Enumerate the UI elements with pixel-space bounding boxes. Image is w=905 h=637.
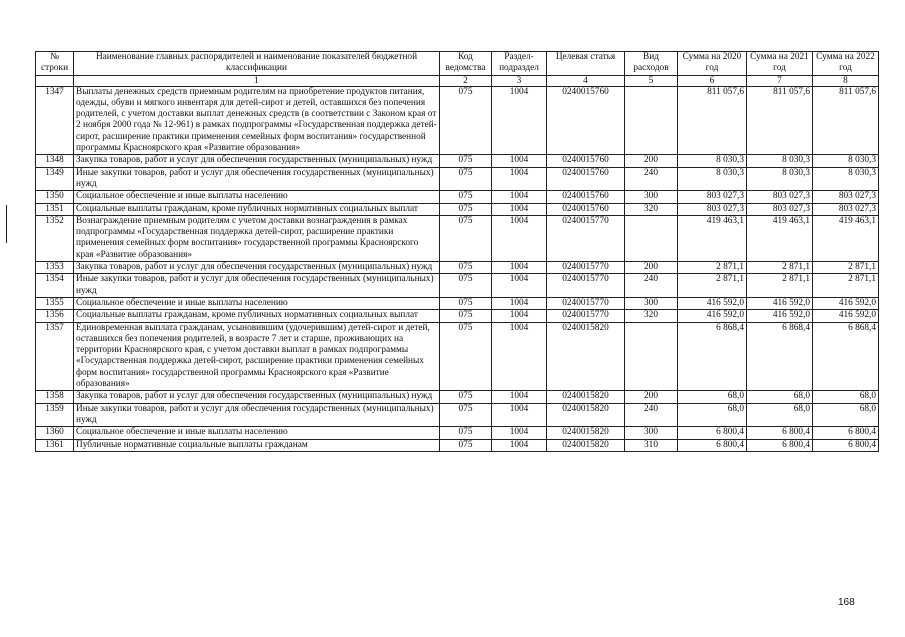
sum-2021-cell: 68,0 — [747, 403, 813, 427]
sum-2020-cell: 8 030,3 — [678, 155, 747, 167]
margin-mark — [6, 205, 7, 243]
expense-type-cell: 200 — [625, 391, 678, 403]
sum-2021-cell: 6 868,4 — [747, 322, 813, 391]
column-number-cell — [36, 75, 74, 86]
sum-2021-cell: 416 592,0 — [747, 297, 813, 309]
name-cell: Социальное обеспечение и иные выплаты населению — [74, 427, 440, 439]
section-cell: 1004 — [492, 262, 547, 274]
target-article-cell: 0240015770 — [547, 297, 625, 309]
department-code-cell: 075 — [440, 203, 492, 215]
column-number-cell: 3 — [492, 75, 547, 86]
sum-2021-cell: 803 027,3 — [747, 191, 813, 203]
department-code-cell: 075 — [440, 86, 492, 155]
department-code-cell: 075 — [440, 427, 492, 439]
sum-2022-cell: 2 871,1 — [813, 262, 879, 274]
sum-2022-cell: 6 868,4 — [813, 322, 879, 391]
department-code-cell: 075 — [440, 322, 492, 391]
header-row — [36, 52, 879, 76]
sum-2022-cell: 6 800,4 — [813, 427, 879, 439]
row-number-cell: 1351 — [36, 203, 74, 215]
name-cell: Иные закупки товаров, работ и услуг для обеспечения государственных (муниципальных) нужд — [74, 274, 440, 298]
row-number-cell: 1352 — [36, 215, 74, 261]
name-cell: Социальные выплаты гражданам, кроме публичных нормативных социальных выплат — [74, 310, 440, 322]
row-number-cell: 1358 — [36, 391, 74, 403]
name-cell: Закупка товаров, работ и услуг для обеспечения государственных (муниципальных) нужд — [74, 262, 440, 274]
header-cell-sum-2021: Сумма на 2021 год — [747, 52, 813, 76]
header-cell-sum-2022: Сумма на 2022 год — [813, 52, 879, 76]
table-row — [36, 262, 879, 274]
sum-2021-cell: 6 800,4 — [747, 427, 813, 439]
budget-table — [35, 51, 879, 452]
header-cell-expense-type: Вид расходов — [625, 52, 678, 76]
sum-2020-cell: 6 800,4 — [678, 427, 747, 439]
row-number-cell: 1349 — [36, 167, 74, 191]
expense-type-cell: 240 — [625, 403, 678, 427]
expense-type-cell: 300 — [625, 191, 678, 203]
sum-2020-cell: 803 027,3 — [678, 203, 747, 215]
department-code-cell: 075 — [440, 391, 492, 403]
target-article-cell: 0240015770 — [547, 262, 625, 274]
section-cell: 1004 — [492, 274, 547, 298]
name-cell: Единовременная выплата гражданам, усыновившим (удочерившим) детей-сирот и детей, оставшихся без попечения родителей, в возрасте 7 лет и старше, проживающих на территории Красноярского края, с учетом доставки выплат в рамках подпрограммы «Государственная поддержка детей-сирот, расширение практики применения семейных форм воспитания» государственной программы Красноярского края «Развитие образования» — [74, 322, 440, 391]
expense-type-cell: 320 — [625, 203, 678, 215]
row-number-cell: 1361 — [36, 439, 74, 451]
table-row — [36, 310, 879, 322]
department-code-cell: 075 — [440, 310, 492, 322]
sum-2022-cell: 803 027,3 — [813, 203, 879, 215]
target-article-cell: 0240015760 — [547, 155, 625, 167]
sum-2020-cell: 68,0 — [678, 391, 747, 403]
sum-2021-cell: 8 030,3 — [747, 167, 813, 191]
table-row — [36, 391, 879, 403]
sum-2021-cell: 8 030,3 — [747, 155, 813, 167]
name-cell: Социальное обеспечение и иные выплаты населению — [74, 297, 440, 309]
table-row — [36, 403, 879, 427]
section-cell: 1004 — [492, 155, 547, 167]
expense-type-cell: 240 — [625, 274, 678, 298]
sum-2022-cell: 416 592,0 — [813, 310, 879, 322]
row-number-cell: 1359 — [36, 403, 74, 427]
sum-2021-cell: 811 057,6 — [747, 86, 813, 155]
sum-2020-cell: 416 592,0 — [678, 297, 747, 309]
sum-2020-cell: 8 030,3 — [678, 167, 747, 191]
row-number-cell: 1347 — [36, 86, 74, 155]
sum-2022-cell: 6 800,4 — [813, 439, 879, 451]
expense-type-cell: 300 — [625, 427, 678, 439]
expense-type-cell: 240 — [625, 167, 678, 191]
sum-2020-cell: 811 057,6 — [678, 86, 747, 155]
name-cell: Иные закупки товаров, работ и услуг для обеспечения государственных (муниципальных) нужд — [74, 403, 440, 427]
row-number-cell: 1348 — [36, 155, 74, 167]
expense-type-cell — [625, 215, 678, 261]
header-cell-name: Наименование главных распорядителей и наименование показателей бюджетной классификации — [74, 52, 440, 76]
target-article-cell: 0240015820 — [547, 403, 625, 427]
row-number-cell: 1356 — [36, 310, 74, 322]
table-row — [36, 274, 879, 298]
name-cell: Выплаты денежных средств приемным родителям на приобретение продуктов питания, одежды, обуви и мягкого инвентаря для детей-сирот и детей, оставшихся без попечения родителей, с учетом доставки выплат денежных средств (в соответствии с Законом края от 2 ноября 2000 года № 12-961) в рамках подпрограммы «Государственная поддержка детей-сирот, расширение практики применения семейных форм воспитания» государственной программы Красноярского края «Развитие образования» — [74, 86, 440, 155]
header-cell-sum-2020: Сумма на 2020 год — [678, 52, 747, 76]
target-article-cell: 0240015770 — [547, 310, 625, 322]
target-article-cell: 0240015760 — [547, 167, 625, 191]
row-number-cell: 1350 — [36, 191, 74, 203]
sum-2021-cell: 419 463,1 — [747, 215, 813, 261]
sum-2021-cell: 803 027,3 — [747, 203, 813, 215]
table-row — [36, 297, 879, 309]
section-cell: 1004 — [492, 427, 547, 439]
name-cell: Социальные выплаты гражданам, кроме публичных нормативных социальных выплат — [74, 203, 440, 215]
page-number: 168 — [838, 597, 855, 608]
table-row — [36, 215, 879, 261]
department-code-cell: 075 — [440, 167, 492, 191]
name-cell: Иные закупки товаров, работ и услуг для обеспечения государственных (муниципальных) нужд — [74, 167, 440, 191]
section-cell: 1004 — [492, 403, 547, 427]
section-cell: 1004 — [492, 203, 547, 215]
section-cell: 1004 — [492, 215, 547, 261]
column-number-cell: 2 — [440, 75, 492, 86]
section-cell: 1004 — [492, 439, 547, 451]
target-article-cell: 0240015820 — [547, 427, 625, 439]
table-row — [36, 439, 879, 451]
expense-type-cell: 320 — [625, 310, 678, 322]
section-cell: 1004 — [492, 167, 547, 191]
section-cell: 1004 — [492, 191, 547, 203]
sum-2022-cell: 8 030,3 — [813, 167, 879, 191]
sum-2021-cell: 6 800,4 — [747, 439, 813, 451]
row-number-cell: 1357 — [36, 322, 74, 391]
name-cell: Публичные нормативные социальные выплаты гражданам — [74, 439, 440, 451]
row-number-cell: 1360 — [36, 427, 74, 439]
header-cell-department-code: Код ведомства — [440, 52, 492, 76]
sum-2020-cell: 803 027,3 — [678, 191, 747, 203]
sum-2020-cell: 419 463,1 — [678, 215, 747, 261]
name-cell: Закупка товаров, работ и услуг для обеспечения государственных (муниципальных) нужд — [74, 391, 440, 403]
sum-2020-cell: 2 871,1 — [678, 274, 747, 298]
section-cell: 1004 — [492, 310, 547, 322]
sum-2022-cell: 416 592,0 — [813, 297, 879, 309]
table-body — [36, 86, 879, 451]
row-number-cell: 1355 — [36, 297, 74, 309]
sum-2022-cell: 419 463,1 — [813, 215, 879, 261]
department-code-cell: 075 — [440, 191, 492, 203]
expense-type-cell: 310 — [625, 439, 678, 451]
target-article-cell: 0240015770 — [547, 274, 625, 298]
table-row — [36, 427, 879, 439]
target-article-cell: 0240015820 — [547, 391, 625, 403]
sum-2022-cell: 2 871,1 — [813, 274, 879, 298]
department-code-cell: 075 — [440, 262, 492, 274]
target-article-cell: 0240015820 — [547, 322, 625, 391]
department-code-cell: 075 — [440, 439, 492, 451]
department-code-cell: 075 — [440, 155, 492, 167]
expense-type-cell: 200 — [625, 262, 678, 274]
department-code-cell: 075 — [440, 215, 492, 261]
target-article-cell: 0240015760 — [547, 191, 625, 203]
sum-2021-cell: 416 592,0 — [747, 310, 813, 322]
column-number-cell: 1 — [74, 75, 440, 86]
section-cell: 1004 — [492, 297, 547, 309]
sum-2022-cell: 803 027,3 — [813, 191, 879, 203]
sum-2020-cell: 416 592,0 — [678, 310, 747, 322]
column-number-cell: 6 — [678, 75, 747, 86]
section-cell: 1004 — [492, 322, 547, 391]
column-number-row — [36, 75, 879, 86]
target-article-cell: 0240015760 — [547, 203, 625, 215]
name-cell: Социальное обеспечение и иные выплаты населению — [74, 191, 440, 203]
sum-2020-cell: 6 800,4 — [678, 439, 747, 451]
header-cell-row-number: № строки — [36, 52, 74, 76]
table-row — [36, 167, 879, 191]
expense-type-cell — [625, 86, 678, 155]
section-cell: 1004 — [492, 86, 547, 155]
sum-2020-cell: 2 871,1 — [678, 262, 747, 274]
expense-type-cell — [625, 322, 678, 391]
target-article-cell: 0240015820 — [547, 439, 625, 451]
target-article-cell: 0240015760 — [547, 86, 625, 155]
header-cell-target-article: Целевая статья — [547, 52, 625, 76]
sum-2022-cell: 8 030,3 — [813, 155, 879, 167]
sum-2022-cell: 68,0 — [813, 391, 879, 403]
table-row — [36, 155, 879, 167]
sum-2020-cell: 6 868,4 — [678, 322, 747, 391]
table-row — [36, 191, 879, 203]
sum-2021-cell: 2 871,1 — [747, 262, 813, 274]
target-article-cell: 0240015770 — [547, 215, 625, 261]
column-number-cell: 7 — [747, 75, 813, 86]
name-cell: Вознаграждение приемным родителям с учетом доставки вознаграждения в рамках подпрограммы «Государственная поддержка детей-сирот, расширение практики применения семейных форм воспитания» государственной программы Красноярского края «Развитие образования» — [74, 215, 440, 261]
column-number-cell: 4 — [547, 75, 625, 86]
sum-2020-cell: 68,0 — [678, 403, 747, 427]
expense-type-cell: 200 — [625, 155, 678, 167]
sum-2021-cell: 68,0 — [747, 391, 813, 403]
sum-2021-cell: 2 871,1 — [747, 274, 813, 298]
table-row — [36, 203, 879, 215]
section-cell: 1004 — [492, 391, 547, 403]
table-row — [36, 86, 879, 155]
sum-2022-cell: 811 057,6 — [813, 86, 879, 155]
sum-2022-cell: 68,0 — [813, 403, 879, 427]
row-number-cell: 1353 — [36, 262, 74, 274]
header-cell-section: Раздел-подраздел — [492, 52, 547, 76]
column-number-cell: 5 — [625, 75, 678, 86]
column-number-cell: 8 — [813, 75, 879, 86]
expense-type-cell: 300 — [625, 297, 678, 309]
name-cell: Закупка товаров, работ и услуг для обеспечения государственных (муниципальных) нужд — [74, 155, 440, 167]
department-code-cell: 075 — [440, 274, 492, 298]
department-code-cell: 075 — [440, 403, 492, 427]
row-number-cell: 1354 — [36, 274, 74, 298]
table-row — [36, 322, 879, 391]
department-code-cell: 075 — [440, 297, 492, 309]
